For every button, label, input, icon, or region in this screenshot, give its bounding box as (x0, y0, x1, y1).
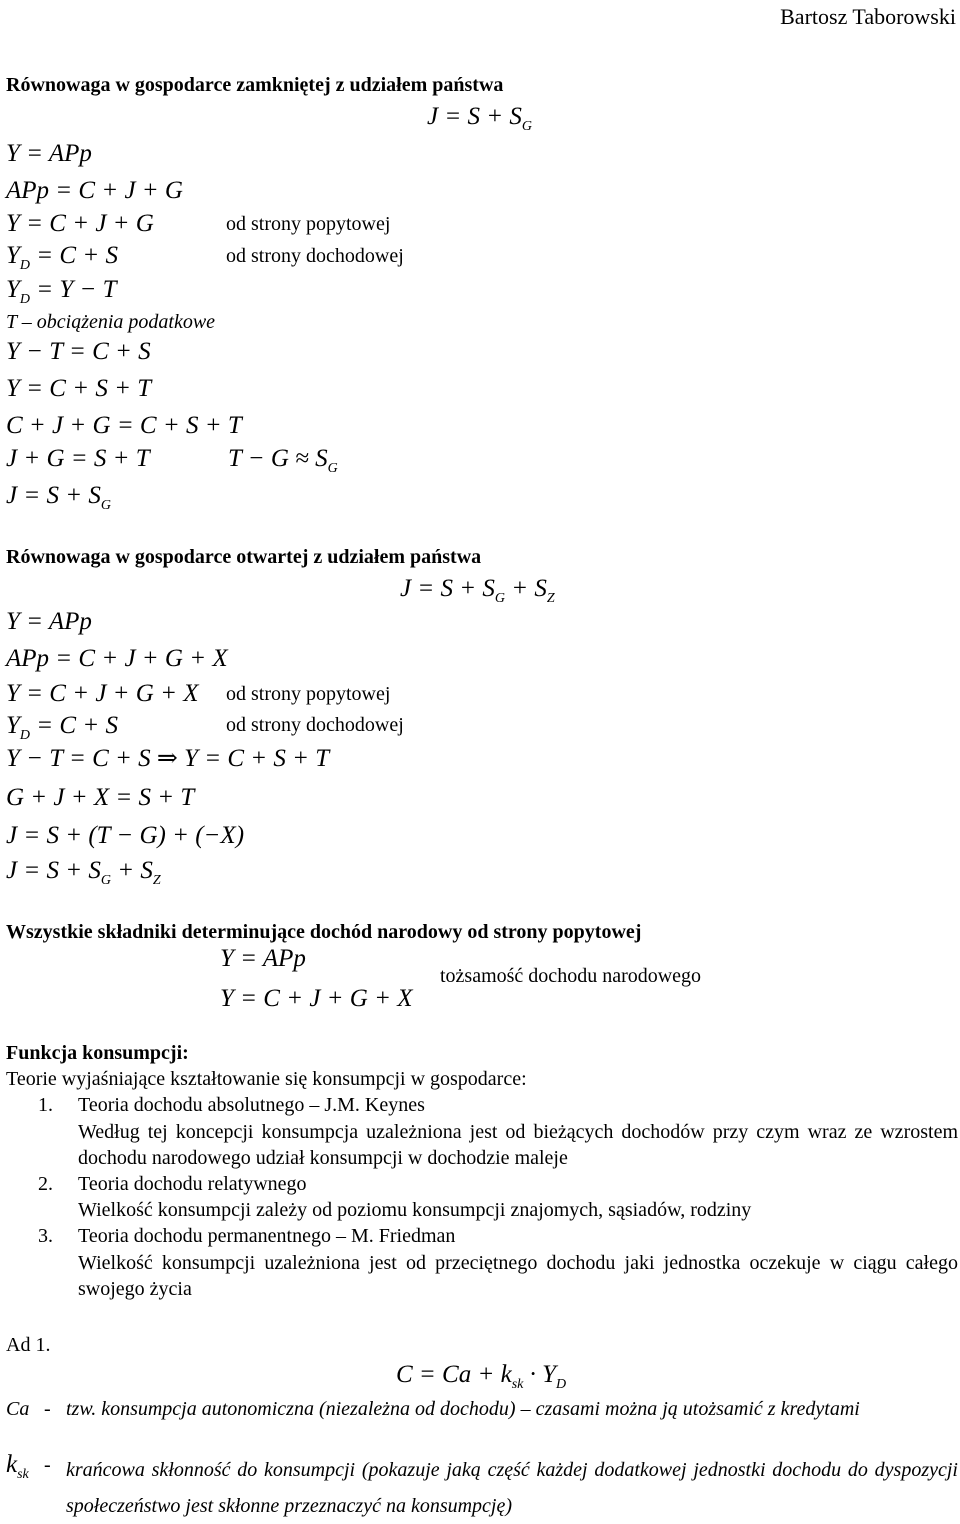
theories-intro: Teorie wyjaśniające kształtowanie się konsumpcji w gospodarce: (6, 1068, 527, 1090)
theory-heading: Teoria dochodu absolutnego – J.M. Keynes (78, 1094, 425, 1116)
identity-note: tożsamość dochodu narodowego (440, 965, 702, 987)
summary-equation: $J = S + S_G$ (427, 103, 532, 134)
equation-note: T – obciążenia podatkowe (6, 311, 216, 333)
list-number: 1. (38, 1094, 53, 1116)
equation-line: C + J + G = C + S + T (6, 412, 242, 439)
side-label-income: od strony dochodowej (226, 714, 404, 736)
theory-description: Według tej koncepcji konsumpcja uzależniona jest od bieżących dochodów przy czym wraz ze wzrostem dochodu narodowego udział konsumpcji w dochodzie maleje (78, 1121, 958, 1169)
equation-line: Y = C + J + G (6, 210, 154, 237)
equation-line: $Y_D = C + S$ (6, 712, 118, 743)
identity-equation: Y = APp (220, 945, 306, 972)
section-title-open-economy: Równowaga w gospodarce otwartej z udziałem państwa (6, 546, 482, 568)
definition-term: $k_{sk}$ (6, 1451, 29, 1482)
equation-line: APp = C + J + G + X (6, 645, 228, 672)
definition-text: krańcowa skłonność do konsumpcji (pokazuje jaką część każdej dodatkowej jednostki dochodu do dyspozycji społeczeństwo jest skłonne przeznaczyć na konsumpcję) (66, 1459, 958, 1517)
equation-line: G + J + X = S + T (6, 784, 195, 811)
section-title-closed-economy: Równowaga w gospodarce zamkniętej z udziałem państwa (6, 74, 504, 96)
equation-line: $Y_D = Y - T$ (6, 276, 117, 307)
equation-line: $J = S + S_G$ (6, 482, 111, 513)
side-label-demand: od strony popytowej (226, 683, 391, 705)
consumption-formula: $C = Ca + k_{sk} \cdot Y_D$ (396, 1361, 567, 1392)
side-label-demand: od strony popytowej (226, 213, 391, 235)
equation-line: $Y_D = C + S$ (6, 242, 118, 273)
summary-equation: $J = S + S_G + S_Z$ (400, 575, 555, 606)
definition-text: tzw. konsumpcja autonomiczna (niezależna od dochodu) – czasami można ją utożsamić z kredytami (66, 1398, 860, 1420)
equation-line: APp = C + J + G (6, 177, 183, 204)
theory-heading: Teoria dochodu relatywnego (78, 1173, 307, 1195)
equation-line: Y = APp (6, 140, 92, 167)
list-number: 2. (38, 1173, 53, 1195)
equation-line: Y − T = C + S ⇒ Y = C + S + T (6, 745, 330, 772)
theory-heading: Teoria dochodu permanentnego – M. Friedman (78, 1225, 456, 1247)
definition-dash: - (44, 1398, 51, 1420)
definition-term: Ca (6, 1398, 30, 1420)
side-label-income: od strony dochodowej (226, 245, 404, 267)
identity-equation: Y = C + J + G + X (220, 985, 413, 1012)
equation-line: $J = S + S_G + S_Z$ (6, 857, 161, 888)
section-title-consumption-function: Funkcja konsumpcji: (6, 1042, 189, 1064)
equation-line: J = S + (T − G) + (−X) (6, 822, 245, 849)
list-number: 3. (38, 1225, 53, 1247)
theory-description: Wielkość konsumpcji zależy od poziomu konsumpcji znajomych, sąsiadów, rodziny (78, 1199, 752, 1221)
equation-line: Y = C + J + G + X (6, 680, 199, 707)
equation-line: Y − T = C + S (6, 338, 151, 365)
theory-description: Wielkość konsumpcji uzależniona jest od przeciętnego dochodu jaki jednostka oczekuje w ciągu całego swojego życia (78, 1252, 958, 1300)
equation-line: J + G = S + T (6, 445, 150, 472)
ad-label: Ad 1. (6, 1334, 51, 1356)
section-title-demand-components: Wszystkie składniki determinujące dochód narodowy od strony popytowej (6, 921, 642, 943)
definition-dash: - (44, 1454, 51, 1476)
equation-line: Y = APp (6, 608, 92, 635)
author-name: Bartosz Taborowski (780, 4, 956, 29)
approx-equation: $T - G \approx S_G$ (228, 445, 338, 476)
equation-line: Y = C + S + T (6, 375, 152, 402)
